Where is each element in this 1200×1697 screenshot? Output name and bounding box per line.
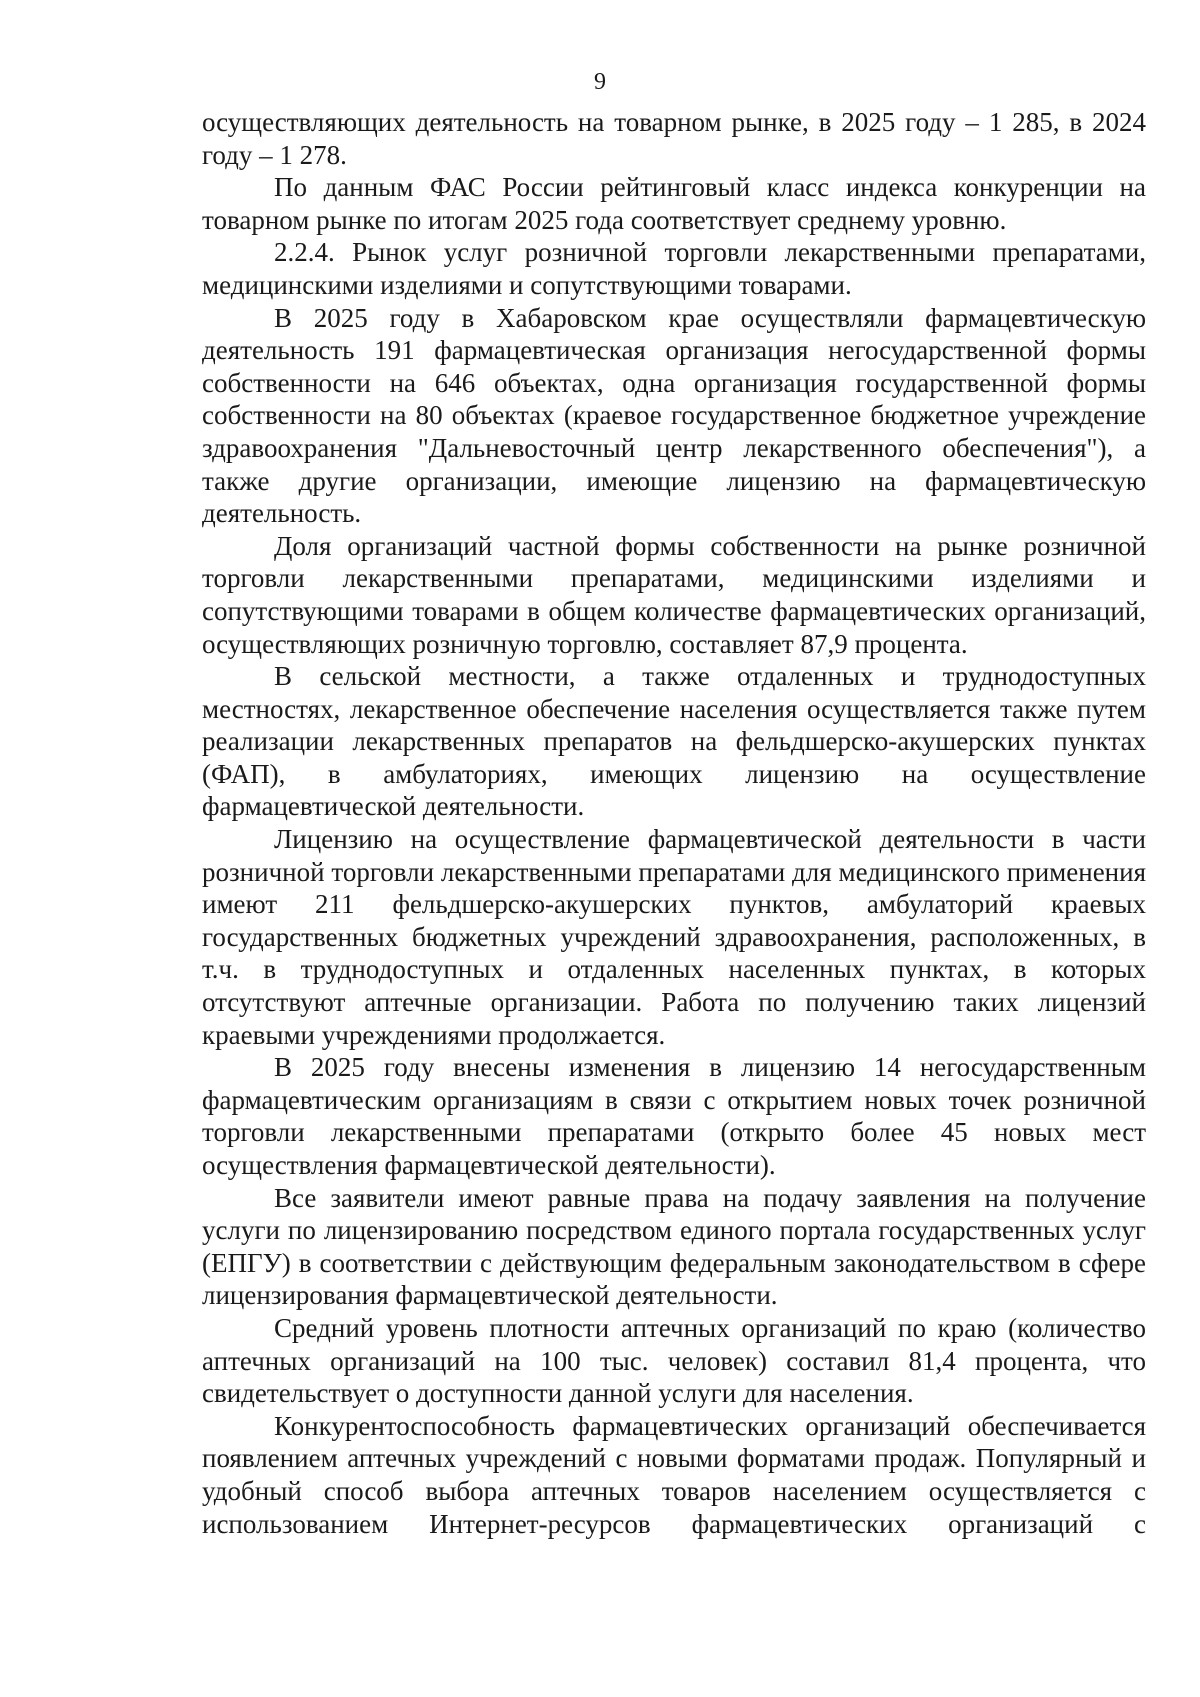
paragraph-density: Средний уровень плотности аптечных организаций по краю (количество аптечных организаций на 100 тыс. человек) составил 81,4 процента, что свидетельствует о доступности данной услуги для населения. <box>202 1312 1146 1409</box>
paragraph-competitiveness: Конкурентоспособность фармацевтических организаций обеспечивается появлением аптечных учреждений с новыми форматами продаж. Популярный и удобный способ выбора аптечных товаров населением осуществляется с использованием Интернет-ресурсов фармацевтических организаций с <box>202 1410 1146 1539</box>
paragraph-licenses-fap: Лицензию на осуществление фармацевтической деятельности в части розничной торговли лекарственными препаратами для медицинского применения имеют 211 фельдшерско-акушерских пунктов, амбулаторий краевых государственных бюджетных учреждений здравоохранения, расположенных, в т.ч. в труднодоступных и отдаленных населенных пунктах, в которых отсутствуют аптечные организации. Работа по получению таких лицензий краевыми учреждениями продолжается. <box>202 824 1146 1050</box>
paragraph-pharmacy-organizations: В 2025 году в Хабаровском крае осуществляли фармацевтическую деятельность 191 фармацевтическая организация негосударственной формы собственности на 646 объектах, одна организация государственной формы собственности на 80 объектах (краевое государственное бюджетное учреждение здравоохранения "Дальневосточный центр лекарственного обеспечения"), а также другие организации, имеющие лицензию на фармацевтическую деятельность. <box>202 302 1146 529</box>
paragraph-competition-index: По данным ФАС России рейтинговый класс индекса конкуренции на товарном рынке по итогам 2025 года соответствует среднему уровню. <box>202 172 1146 235</box>
section-heading-2-2-4: 2.2.4. Рынок услуг розничной торговли лекарственными препаратами, медицинскими изделиями и сопутствующими товарами. <box>202 237 1146 300</box>
paragraph-rural-supply: В сельской местности, а также отдаленных и труднодоступных местностях, лекарственное обеспечение населения осуществляется также путем реализации лекарственных препаратов на фельдшерско-акушерских пунктах (ФАП), в амбулаториях, имеющих лицензию на осуществление фармацевтической деятельности. <box>202 661 1146 822</box>
paragraph-license-changes: В 2025 году внесены изменения в лицензию 14 негосударственным фармацевтическим организациям в связи с открытием новых точек розничной торговли лекарственными препаратами (открыто более 45 новых мест осуществления фармацевтической деятельности). <box>202 1052 1146 1180</box>
paragraph-private-share: Доля организаций частной формы собственности на рынке розничной торговли лекарственными препаратами, медицинскими изделиями и сопутствующими товарами в общем количестве фармацевтических организаций, осуществляющих розничную торговлю, составляет 87,9 процента. <box>202 530 1146 659</box>
document-body <box>202 106 1146 1540</box>
paragraph-epgu: Все заявители имеют равные права на подачу заявления на получение услуги по лицензированию посредством единого портала государственных услуг (ЕПГУ) в соответствии с действующим федеральным законодательством в сфере лицензирования фармацевтической деятельности. <box>202 1182 1146 1311</box>
page-number: 9 <box>594 69 606 95</box>
paragraph-continuation: осуществляющих деятельность на товарном рынке, в 2025 году – 1 285, в 2024 году – 1 278. <box>202 107 1146 170</box>
